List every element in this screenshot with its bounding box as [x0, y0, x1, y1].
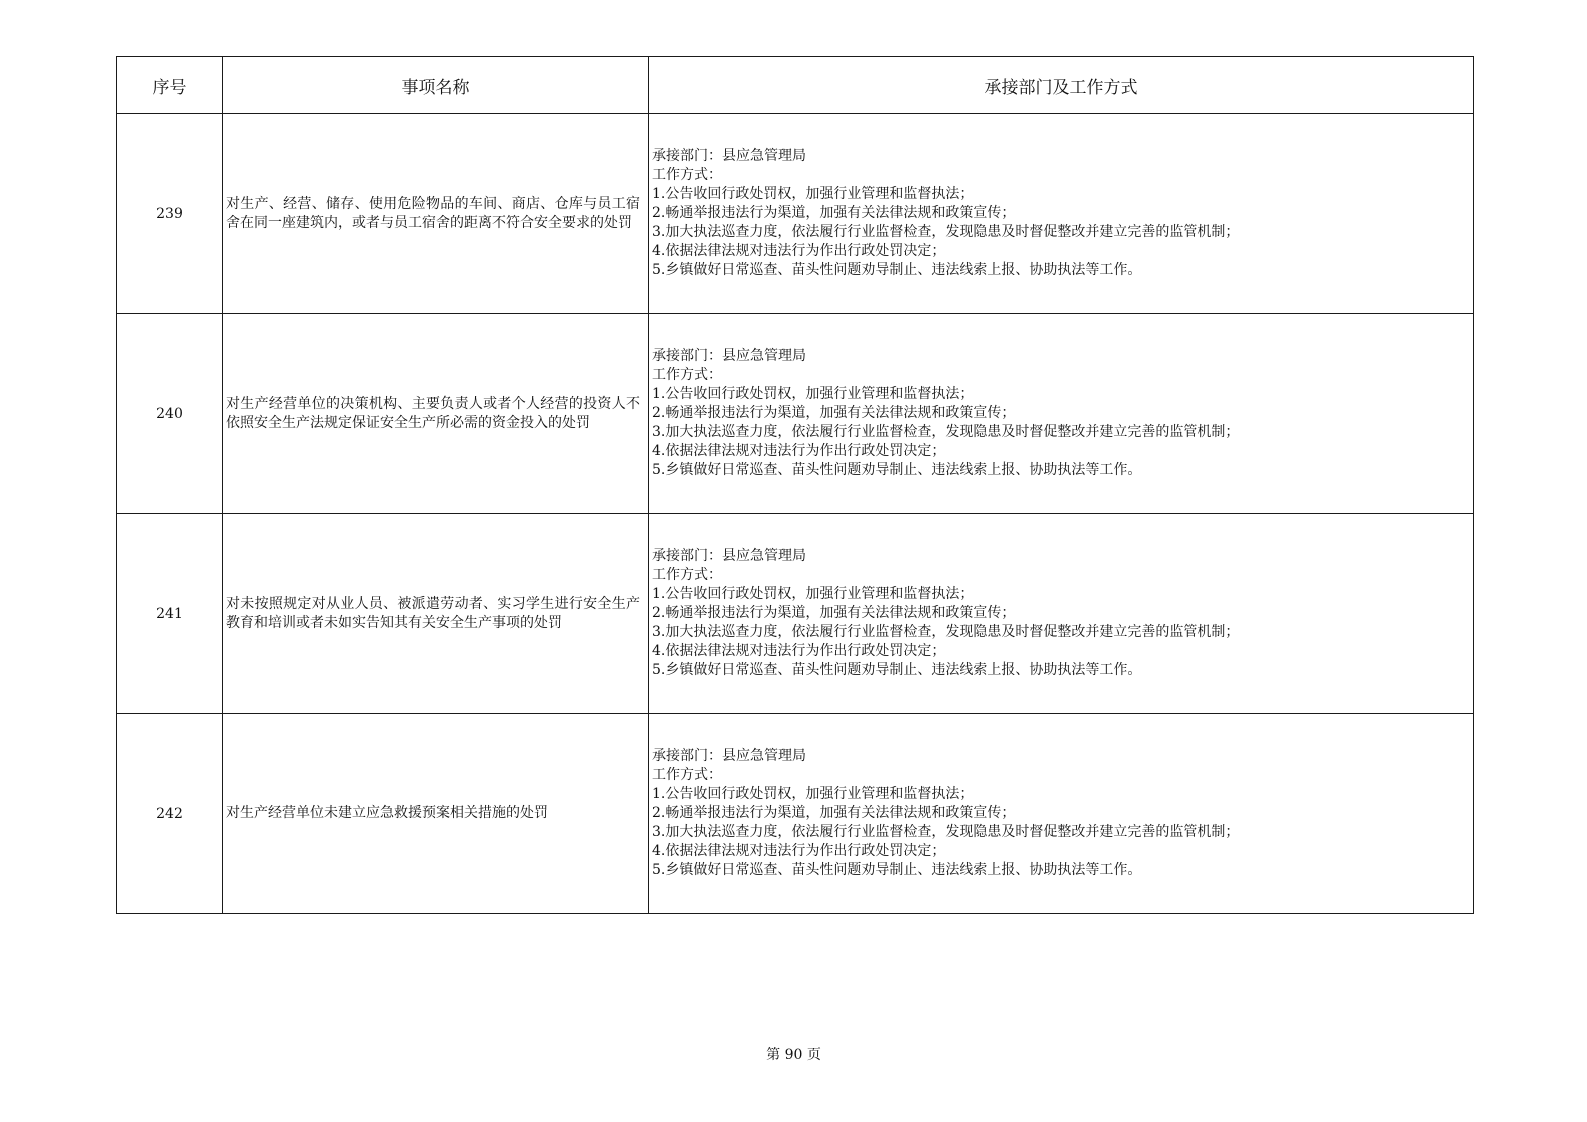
method-step: 5.乡镇做好日常巡查、苗头性问题劝导制止、违法线索上报、协助执法等工作。 [652, 662, 1142, 678]
table-header-row [117, 57, 1474, 114]
method-step: 4.依据法律法规对违法行为作出行政处罚决定； [652, 243, 946, 259]
method-step: 3.加大执法巡查力度，依法履行行业监督检查，发现隐患及时督促整改并建立完善的监管机制； [652, 224, 1240, 240]
method-step: 2.畅通举报违法行为渠道，加强有关法律法规和政策宣传； [652, 205, 1016, 221]
method-label: 工作方式： [652, 567, 722, 583]
row-serial-number: 241 [117, 514, 223, 714]
row-matter-name: 对生产经营单位未建立应急救援预案相关措施的处罚 [223, 714, 649, 914]
method-step: 3.加大执法巡查力度，依法履行行业监督检查，发现隐患及时督促整改并建立完善的监管机制； [652, 824, 1240, 840]
row-matter-name: 对未按照规定对从业人员、被派遣劳动者、实习学生进行安全生产教育和培训或者未如实告知其有关安全生产事项的处罚 [223, 514, 649, 714]
method-step: 1.公告收回行政处罚权，加强行业管理和监督执法； [652, 786, 974, 802]
page-number: 第 90 页 [766, 1047, 821, 1063]
method-step: 1.公告收回行政处罚权，加强行业管理和监督执法； [652, 386, 974, 402]
row-department-method [649, 714, 1474, 914]
row-serial-number: 239 [117, 114, 223, 314]
method-label: 工作方式： [652, 767, 722, 783]
matters-table [116, 56, 1474, 914]
method-step: 1.公告收回行政处罚权，加强行业管理和监督执法； [652, 186, 974, 202]
table-row [117, 114, 1474, 314]
department-line: 承接部门：县应急管理局 [652, 748, 806, 764]
method-step: 2.畅通举报违法行为渠道，加强有关法律法规和政策宣传； [652, 405, 1016, 421]
row-serial-number: 240 [117, 314, 223, 514]
header-serial-number: 序号 [117, 57, 223, 114]
method-step: 1.公告收回行政处罚权，加强行业管理和监督执法； [652, 586, 974, 602]
row-matter-name: 对生产经营单位的决策机构、主要负责人或者个人经营的投资人不依照安全生产法规定保证安全生产所必需的资金投入的处罚 [223, 314, 649, 514]
method-step: 5.乡镇做好日常巡查、苗头性问题劝导制止、违法线索上报、协助执法等工作。 [652, 262, 1142, 278]
method-step: 4.依据法律法规对违法行为作出行政处罚决定； [652, 443, 946, 459]
row-serial-number: 242 [117, 714, 223, 914]
department-line: 承接部门：县应急管理局 [652, 548, 806, 564]
method-step: 5.乡镇做好日常巡查、苗头性问题劝导制止、违法线索上报、协助执法等工作。 [652, 462, 1142, 478]
method-step: 2.畅通举报违法行为渠道，加强有关法律法规和政策宣传； [652, 805, 1016, 821]
method-step: 5.乡镇做好日常巡查、苗头性问题劝导制止、违法线索上报、协助执法等工作。 [652, 862, 1142, 878]
table-row [117, 314, 1474, 514]
department-line: 承接部门：县应急管理局 [652, 348, 806, 364]
method-step: 2.畅通举报违法行为渠道，加强有关法律法规和政策宣传； [652, 605, 1016, 621]
method-step: 3.加大执法巡查力度，依法履行行业监督检查，发现隐患及时督促整改并建立完善的监管机制； [652, 624, 1240, 640]
row-department-method [649, 314, 1474, 514]
method-step: 4.依据法律法规对违法行为作出行政处罚决定； [652, 643, 946, 659]
row-department-method [649, 114, 1474, 314]
table-row [117, 714, 1474, 914]
method-label: 工作方式： [652, 367, 722, 383]
row-department-method [649, 514, 1474, 714]
header-department-and-method: 承接部门及工作方式 [649, 57, 1474, 114]
method-label: 工作方式： [652, 167, 722, 183]
header-matter-name: 事项名称 [223, 57, 649, 114]
method-step: 3.加大执法巡查力度，依法履行行业监督检查，发现隐患及时督促整改并建立完善的监管机制； [652, 424, 1240, 440]
department-line: 承接部门：县应急管理局 [652, 148, 806, 164]
row-matter-name: 对生产、经营、储存、使用危险物品的车间、商店、仓库与员工宿舍在同一座建筑内，或者与员工宿舍的距离不符合安全要求的处罚 [223, 114, 649, 314]
table-row [117, 514, 1474, 714]
method-step: 4.依据法律法规对违法行为作出行政处罚决定； [652, 843, 946, 859]
